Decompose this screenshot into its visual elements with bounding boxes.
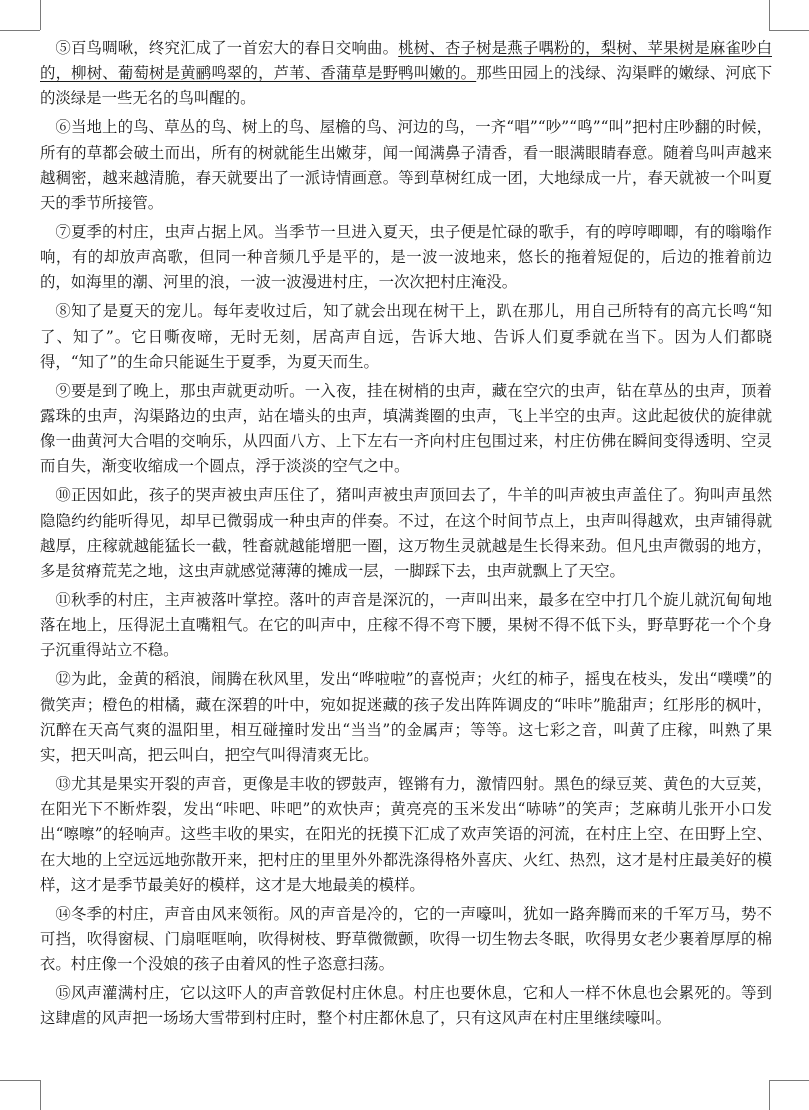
paragraph-10: ⑩正因如此，孩子的哭声被虫声压住了，猪叫声被虫声顶回去了，牛羊的叫声被虫声盖住了。狗叫声虽然隐隐约约能听得见，却早已微弱成一种虫声的伴奏。不过，在这个时间节点上，虫声叫得越欢，虫声铺得就越厚，庄稼就越能猛长一截，牲畜就越能增肥一圈，这万物生灵就越是生长得来劲。但凡虫声微弱的地方，多是贫瘠荒芜之地，这虫声就感觉薄薄的摊成一层，一脚踩下去，虫声就飘上了天空。 — [40, 486, 772, 581]
paragraph-9: ⑨要是到了晚上，那虫声就更动听。一入夜，挂在树梢的虫声，藏在空穴的虫声，钻在草丛的虫声，顶着露珠的虫声，沟渠路边的虫声，站在墙头的虫声，填满粪圈的虫声，飞上半空的虫声。这此起彼伏的旋律就像一曲黄河大合唱的交响乐，从四面八方、上下左右一齐向村庄包围过来，村庄仿佛在瞬间变得透明、空灵而自失，渐变收缩成一个圆点，浮于淡淡的空气之中。 — [40, 381, 772, 476]
document-body — [40, 36, 772, 1035]
paragraph-5-rest: 那些田园上的浅绿、沟渠畔的嫩绿、河底下的淡绿是一些无名的鸟叫醒的。 — [40, 64, 772, 108]
paragraph-15: ⑮风声灌满村庄，它以这吓人的声音敦促村庄休息。村庄也要休息，它和人一样不休息也会累死的。等到这肆虐的风声把一场场大雪带到村庄时，整个村庄都休息了，只有这风声在村庄里继续嚎叫。 — [40, 984, 772, 1028]
paragraph-11: ⑪秋季的村庄，主声被落叶掌控。落叶的声音是深沉的，一声叫出来，最多在空中打几个旋儿就沉甸甸地落在地上，压得泥土直嘴粗气。在它的叫声中，庄稼不得不弯下腰，果树不得不低下头，野草野花一个个身子沉重得站立不稳。 — [40, 591, 772, 660]
crop-mark-top-right-horizontal — [769, 30, 809, 31]
paragraph-5-intro: ⑤百鸟啁啾，终究汇成了一首宏大的春日交响曲。 — [55, 39, 399, 57]
crop-mark-top-left-vertical — [40, 0, 41, 30]
crop-mark-bottom-right-horizontal — [769, 1080, 809, 1081]
paragraph-8: ⑧知了是夏天的宠儿。每年麦收过后，知了就会出现在树干上，趴在那儿，用自己所特有的高亢长鸣“知了、知了”。它日嘶夜啼，无时无刻，居高声自远，告诉大地、告诉人们夏季就在当下。因为人们都晓得，“知了”的生命只能诞生于夏季，为夏天而生。 — [40, 302, 772, 371]
paragraph-14: ⑭冬季的村庄，声音由风来领衔。风的声音是冷的，它的一声嚎叫，犹如一路奔腾而来的千军万马，势不可挡，吹得窗棂、门扇哐哐响，吹得树枝、野草微微颤，吹得一切生物去冬眠，吹得男女老少裹着厚厚的棉衣。村庄像一个没娘的孩子由着风的性子恣意扫荡。 — [40, 904, 772, 974]
paragraph-12: ⑫为此，金黄的稻浪，闹腾在秋风里，发出“哗啦啦”的喜悦声；火红的柿子，摇曳在枝头，发出“噗噗”的微笑声；橙色的柑橘，藏在深碧的叶中，宛如捉迷藏的孩子发出阵阵调皮的“咔咔”脆甜声；红彤彤的枫叶，沉醉在天高气爽的温阳里，相互碰撞时发出“当当”的金属声；等等。这七彩之音，叫黄了庄稼，叫熟了果实，把天叫高，把云叫白，把空气叫得清爽无比。 — [40, 670, 772, 765]
paragraph-5 — [40, 36, 772, 112]
crop-mark-bottom-left-horizontal — [0, 1080, 40, 1081]
paragraph-6: ⑥当地上的鸟、草丛的鸟、树上的鸟、屋檐的鸟、河边的鸟，一齐“唱”“吵”“鸣”“叫”把村庄吵翻的时候，所有的草都会破土而出，所有的树就能生出嫩芽，闻一闻满鼻子清香，看一眼满眼睛春意。随着鸟叫声越来越稠密，越来越清脆，春天就要出了一派诗情画意。等到草树红成一团，大地绿成一片，春天就被一个叫夏天的季节所接管。 — [40, 118, 772, 213]
crop-mark-top-right-vertical — [769, 0, 770, 30]
crop-mark-bottom-right-vertical — [769, 1080, 770, 1110]
crop-mark-top-left-horizontal — [0, 30, 40, 31]
paragraph-7: ⑦夏季的村庄，虫声占据上风。当季节一旦进入夏天，虫子便是忙碌的歌手，有的哼哼唧唧，有的嗡嗡作响，有的却放声高歌，但同一种音频几乎是平的，是一波一波地来，悠长的拖着短促的，后边的推着前边的，如海里的潮、河里的浪，一波一波漫进村庄，一次次把村庄淹没。 — [40, 223, 772, 292]
paragraph-13: ⑬尤其是果实开裂的声音，更像是丰收的锣鼓声，铿锵有力，激情四射。黑色的绿豆荚、黄色的大豆荚，在阳光下不断炸裂，发出“咔吧、咔吧”的欢快声；黄亮亮的玉米发出“哧哧”的笑声；芝麻萌儿张开小口发出“嚓嚓”的轻响声。这些丰收的果实，在阳光的抚摸下汇成了欢声笑语的河流，在村庄上空、在田野上空、在大地的上空远远地弥散开来，把村庄的里里外外都洗涤得格外喜庆、火红、热烈，这才是村庄最美好的模样，这才是季节最美好的模样，这才是大地最美的模样。 — [40, 775, 772, 894]
paragraph-5-underlined-sentence: 桃树、杏子树是燕子喁粉的，梨树、苹果树是麻雀吵白的，柳树、葡萄树是黄鹂鸣翠的，芦苇、香蒲草是野鸭叫嫩的。 — [40, 39, 772, 83]
crop-mark-bottom-left-vertical — [40, 1080, 41, 1110]
